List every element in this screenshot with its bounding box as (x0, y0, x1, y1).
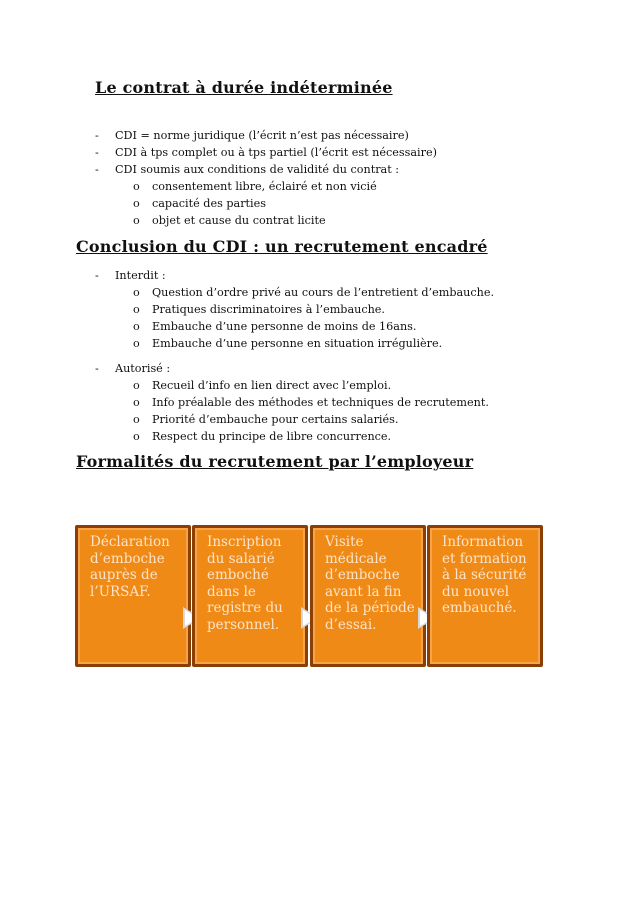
circle-marker: o (133, 180, 140, 193)
circle-marker: o (133, 197, 140, 210)
section-title-conclusion: Conclusion du CDI : un recrutement encadré (76, 237, 488, 256)
list-item-text: CDI soumis aux conditions de validité du contrat : (115, 163, 400, 176)
circle-marker: o (133, 430, 140, 443)
section-title-cdi: Le contrat à durée indéterminée (95, 78, 393, 97)
circle-marker: o (133, 214, 140, 227)
dash-marker: - (95, 269, 99, 282)
sub-item-text: consentement libre, éclairé et non vicié (152, 180, 377, 193)
dash-marker: - (95, 129, 99, 142)
circle-marker: o (133, 396, 140, 409)
sub-item-text: Embauche d’une personne en situation irrégulière. (152, 337, 443, 350)
circle-marker: o (133, 303, 140, 316)
sub-item-text: Recueil d’info en lien direct avec l’emploi. (152, 379, 392, 392)
sub-item-text: capacité des parties (152, 197, 266, 210)
dash-marker: - (95, 362, 99, 375)
step-text: Inscription du salarié emboché dans le registre du personnel. (207, 534, 283, 633)
process-step-inscription (192, 525, 308, 667)
list-item-text: CDI à tps complet ou à tps partiel (l’écrit est nécessaire) (115, 146, 437, 159)
sub-item-text: Question d’ordre privé au cours de l’entretient d’embauche. (152, 286, 495, 299)
sub-item-text: objet et cause du contrat licite (152, 214, 326, 227)
sub-item-text: Pratiques discriminatoires à l’embauche. (152, 303, 385, 316)
circle-marker: o (133, 320, 140, 333)
dash-marker: - (95, 146, 99, 159)
process-step-information (427, 525, 543, 667)
interdit-label: Interdit : (115, 269, 166, 282)
autorise-label: Autorisé : (115, 362, 171, 375)
process-step-visite (310, 525, 426, 667)
circle-marker: o (133, 413, 140, 426)
sub-item-text: Respect du principe de libre concurrence. (152, 430, 392, 443)
sub-item-text: Info préalable des méthodes et techniques de recrutement. (152, 396, 489, 409)
step-text: Déclaration d’emboche auprès de l’URSAF. (90, 534, 170, 600)
circle-marker: o (133, 379, 140, 392)
section-title-formalites: Formalités du recrutement par l’employeur (76, 452, 474, 471)
sub-item-text: Priorité d’embauche pour certains salariés. (152, 413, 399, 426)
dash-marker: - (95, 163, 99, 176)
circle-marker: o (133, 337, 140, 350)
circle-marker: o (133, 286, 140, 299)
step-text: Visite médicale d’emboche avant la fin de la période d’essai. (325, 534, 415, 633)
process-step-declaration (75, 525, 191, 667)
step-text: Information et formation à la sécurité du nouvel embauché. (442, 534, 527, 616)
sub-item-text: Embauche d’une personne de moins de 16ans. (152, 320, 417, 333)
list-item-text: CDI = norme juridique (l’écrit n’est pas nécessaire) (115, 129, 409, 142)
